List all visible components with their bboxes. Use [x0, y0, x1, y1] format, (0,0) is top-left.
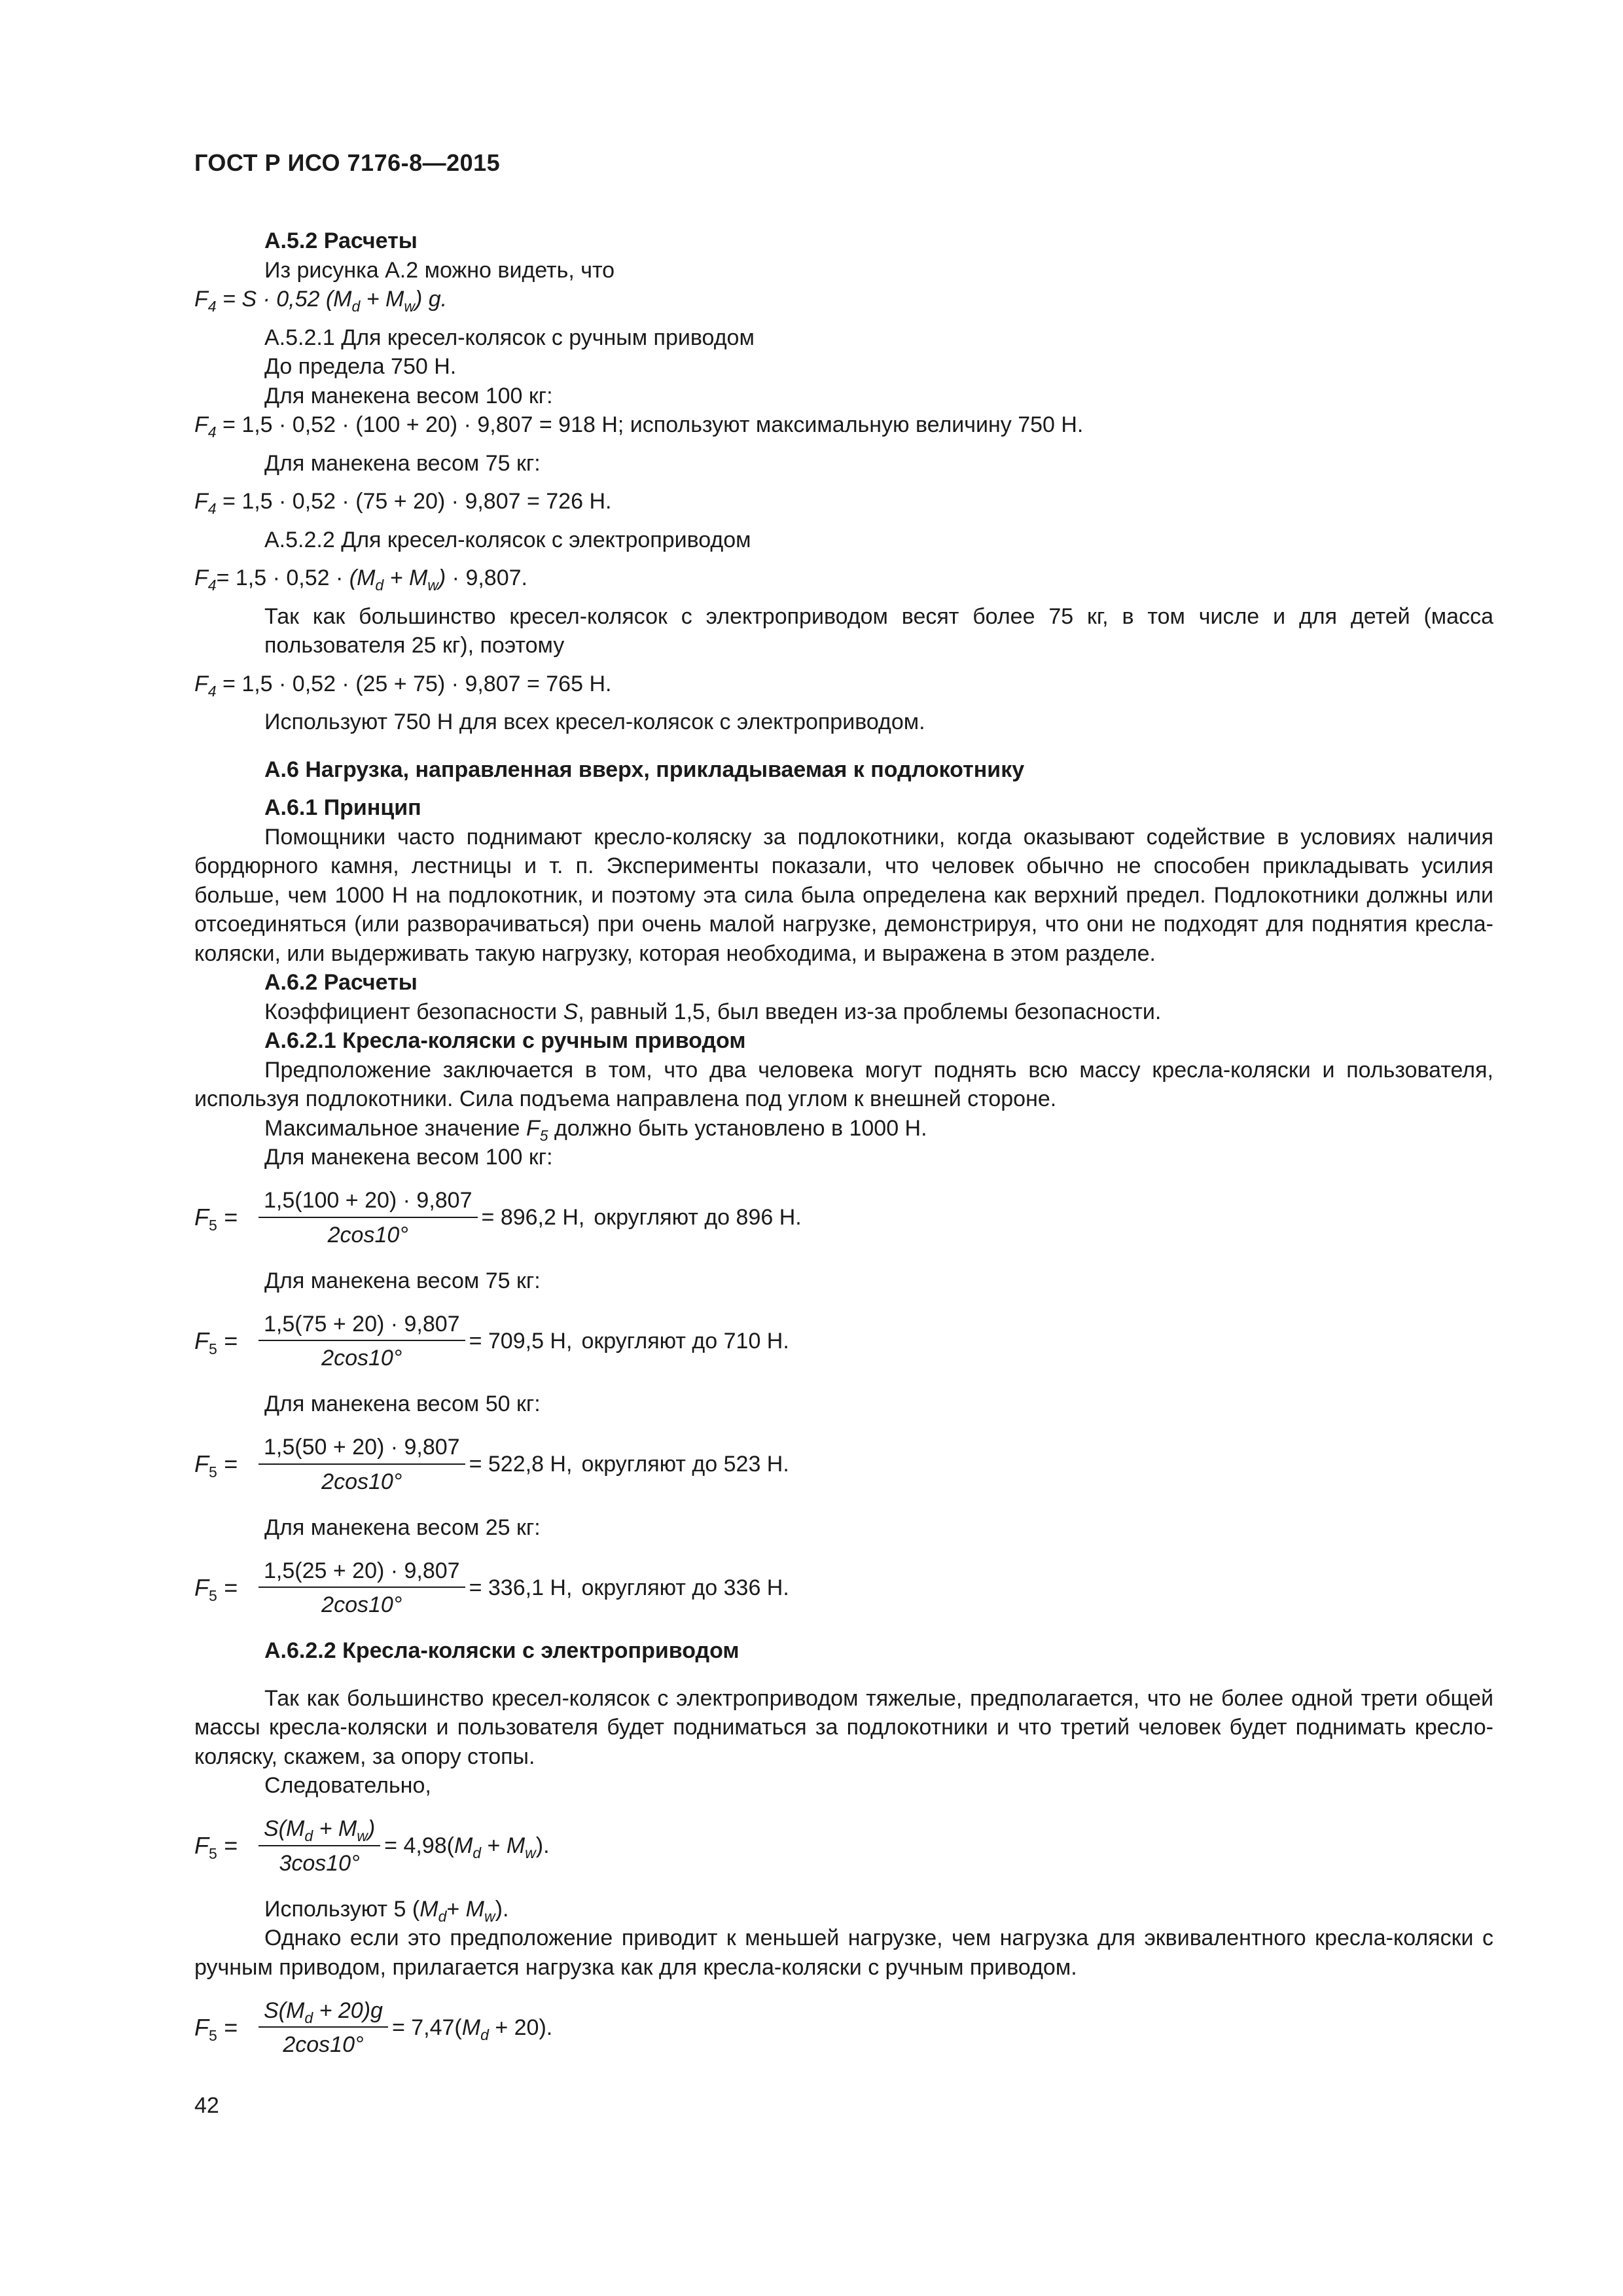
fraction	[259, 1556, 465, 1620]
fraction-numerator: 1,5(25 + 20) · 9,807	[264, 1558, 460, 1583]
fraction	[259, 1433, 465, 1496]
rounding-note: округляют до 710 Н.	[581, 1328, 789, 1354]
formula-f4-electric-2: $F_4 = 1,5 \cdot 0,52 \cdot (25 + 75) \cdot 9,807 = 765$ Н.	[194, 671, 612, 700]
paragraph: Так как большинство кресел-колясок с электроприводом весят более 75 кг, в том числе и для детей (масса пользователя 25 кг), поэтому	[264, 603, 1493, 658]
paragraph: Для манекена весом 100 кг:	[264, 383, 553, 408]
fraction-numerator: $S(M_d + 20)g$	[264, 1998, 383, 2026]
formula-result: = 709,5 H,	[469, 1328, 573, 1354]
fraction-numerator: $S(M_d + M_w)$	[264, 1816, 376, 1844]
paragraph: Так как большинство кресел-колясок с электроприводом тяжелые, предполагается, что не более одной трети общей массы кресла-коляски и пользователя будет подниматься за подлокотники и что третий человек будет поднимать кресло-коляску, скажем, за опору стопы.	[194, 1685, 1493, 1769]
paragraph: Следовательно,	[264, 1773, 431, 1798]
case-label: Для манекена весом 50 кг:	[264, 1391, 541, 1416]
formula-f4-75: $F_4 = 1,5 \cdot 0,52 \cdot (75 + 20) \cdot 9,807 = 726$ Н.	[194, 489, 612, 517]
paragraph: Используют 750 Н для всех кресел-колясок с электроприводом.	[264, 709, 925, 734]
paragraph: До предела 750 Н.	[264, 354, 457, 379]
formula-f5-case	[194, 1554, 1493, 1622]
subsection-heading-a622: А.6.2.2 Кресла-коляски с электроприводом	[264, 1638, 740, 1663]
formula-lhs: $F_5$ =	[194, 1327, 238, 1357]
rounding-note: округляют до 896 Н.	[594, 1205, 802, 1230]
formula-f5-case	[194, 1184, 1493, 1252]
paragraph: Из рисунка А.2 можно видеть, что	[264, 257, 615, 283]
subsection-heading-a5222: А.5.2.2 Для кресел-колясок с электроприводом	[264, 527, 751, 552]
case-label: Для манекена весом 100 кг:	[264, 1145, 553, 1170]
subsection-heading-a621: А.6.2.1 Кресла-коляски с ручным приводом	[264, 1028, 746, 1053]
fraction-denominator: 2cos10°	[321, 1346, 402, 1371]
fraction-denominator: 2cos10°	[321, 1469, 402, 1494]
case-label: Для манекена весом 25 кг:	[264, 1515, 541, 1540]
fraction-denominator: 3cos10°	[279, 1850, 360, 1876]
section-heading-a52: А.5.2 Расчеты	[264, 228, 418, 253]
fraction	[259, 1814, 380, 1878]
formula-result: = 896,2 H,	[481, 1205, 585, 1230]
formula-result: = $4,98(M_d + M_w)$.	[384, 1833, 550, 1862]
fraction	[259, 1996, 388, 2060]
formula-lhs: $F_5$ =	[194, 1204, 238, 1234]
formula-result: = 336,1 H,	[469, 1575, 573, 1600]
page-number: 42	[194, 2093, 219, 2118]
formula-result: = 522,8 H,	[469, 1452, 573, 1477]
section-heading-a6: А.6 Нагрузка, направленная вверх, прикладываемая к подлокотнику	[264, 757, 1025, 782]
fraction-numerator: 1,5(100 + 20) · 9,807	[264, 1188, 473, 1213]
subsection-heading-a5221: А.5.2.1 Для кресел-колясок с ручным приводом	[264, 325, 755, 350]
paragraph: Предположение заключается в том, что два человека могут поднять всю массу кресла-коляски и пользователя, используя подлокотники. Сила подъема направлена под углом к внешней стороне.	[194, 1057, 1493, 1111]
fraction-denominator: 2cos10°	[321, 1592, 402, 1617]
paragraph: Максимальное значение $F_5$ должно быть установлено в 1000 Н.	[264, 1115, 927, 1144]
formula-lhs: $F_5$ =	[194, 1573, 238, 1604]
fraction-numerator: 1,5(75 + 20) · 9,807	[264, 1311, 460, 1336]
formula-lhs: $F_5$ =	[194, 1450, 238, 1481]
fraction	[259, 1310, 465, 1373]
formula-f5-electric-2	[194, 1994, 1493, 2062]
paragraph: Коэффициент безопасности S, равный 1,5, был введен из-за проблемы безопасности.	[264, 999, 1162, 1024]
formula-f4-electric: $F_4= 1,5 \cdot 0,52 \cdot (M_d + M_w) \cdot 9,807$.	[194, 565, 527, 594]
formula-f5-electric	[194, 1812, 1493, 1880]
paragraph: Используют 5 $(M_d+ M_w)$.	[264, 1896, 509, 1925]
case-label: Для манекена весом 75 кг:	[264, 1268, 541, 1293]
paragraph: Однако если это предположение приводит к меньшей нагрузке, чем нагрузка для эквивалентного кресла-коляски с ручным приводом, прилагается нагрузка как для кресла-коляски с ручным приводом.	[194, 1926, 1493, 1980]
paragraph: Для манекена весом 75 кг:	[264, 450, 541, 476]
rounding-note: округляют до 523 Н.	[581, 1452, 789, 1477]
fraction	[259, 1186, 478, 1249]
page-header: ГОСТ Р ИСО 7176-8—2015	[194, 149, 501, 176]
formula-f5-case	[194, 1307, 1493, 1375]
formula-lhs: $F_5$ =	[194, 2013, 238, 2044]
formula-f4: $F_4 = S \cdot 0,52$ $(M_d + M_w)$ g.	[194, 287, 448, 315]
formula-f4-100: $F_4 = 1,5 \cdot 0,52 \cdot (100 + 20) \cdot 9,807 = 918$ Н; используют максимальную величину 750 Н.	[194, 412, 1084, 440]
fraction-denominator: 2cos10°	[283, 2032, 364, 2057]
fraction-denominator: 2cos10°	[327, 1222, 408, 1247]
formula-result: = $7,47(M_d + 20)$.	[391, 2015, 553, 2043]
formula-lhs: $F_5$ =	[194, 1832, 238, 1863]
rounding-note: округляют до 336 Н.	[581, 1575, 789, 1600]
subsection-heading-a61: А.6.1 Принцип	[264, 795, 421, 820]
subsection-heading-a62: А.6.2 Расчеты	[264, 970, 418, 995]
page-content	[194, 226, 1493, 2076]
formula-f5-case	[194, 1431, 1493, 1499]
paragraph: Помощники часто поднимают кресло-коляску за подлокотники, когда оказывают содействие в условиях наличия бордюрного камня, лестницы и т. п. Эксперименты показали, что человек обычно не способен прикладывать усилия больше, чем 1000 Н на подлокотник, и поэтому эта сила была определена как верхний предел. Подлокотники должны или отсоединяться (или разворачиваться) при очень малой нагрузке, демонстрируя, что они не подходят для поднятия кресла-коляски, или выдерживать такую нагрузку, которая необходима, и выражена в этом разделе.	[194, 824, 1493, 966]
fraction-numerator: 1,5(50 + 20) · 9,807	[264, 1435, 460, 1460]
